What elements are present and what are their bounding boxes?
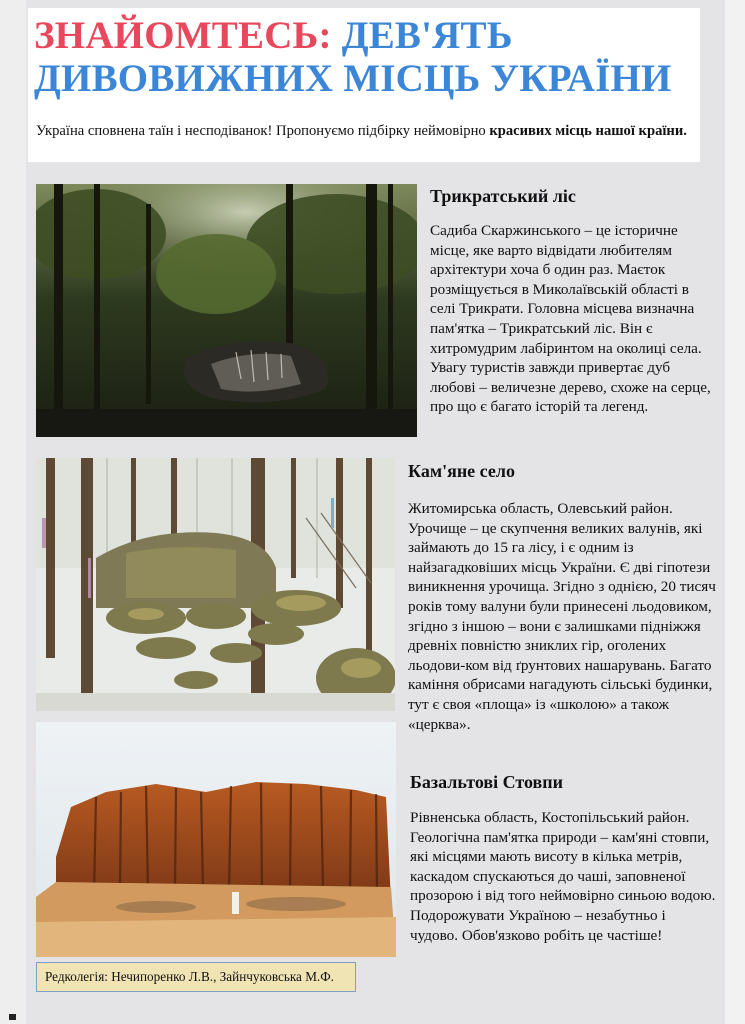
- section-1-text: Садиба Скаржинського – це історичне місце, яке варто відвідати любителям архітектури хоча б один раз. Маєток розміщується в Миколаївській області в селі Трикрати. Головна місцева визначна пам'ятка – Трикратський ліс. Він є хитромудрим лабіринтом на околиці села. Увагу туристів завжди привертає дуб любові – величезне дерево, схоже на серце, про що є багато історій та легенд.: [430, 222, 711, 416]
- intro-bold: красивих місць нашої країни.: [489, 123, 687, 139]
- boulders-photo: [36, 458, 395, 711]
- section-3-text: Рівненська область, Костопільський район. Геологічна пам'ятка природи – кам'яні стовпи, які місцями мають висоту в кілька метрів, каскадом спускаються до чаші, заповненої прозорою і від того неймовірно синьою водою. Подорожувати Україною – незабутньо і чудово. Обов'язково робіть це частіше!: [410, 809, 716, 944]
- scan-margin-right: [725, 0, 745, 1024]
- header: [28, 8, 700, 162]
- intro-paragraph: [36, 122, 696, 141]
- intro-text: Україна сповнена таїн і несподіванок! Пропонуємо підбірку неймовірно: [36, 123, 490, 139]
- section-3-title: Базальтові Стовпи: [410, 772, 563, 792]
- page-title: [34, 14, 672, 100]
- section-1-title: Трикратський ліс: [430, 186, 576, 206]
- editorial-credits: Редколегія: Нечипоренко Л.В., Зайнчуковська М.Ф.: [36, 962, 356, 992]
- scan-margin-left: [0, 0, 26, 1024]
- section-2-text: Житомирська область, Олевський район. Урочище – це скупчення великих валунів, які займають до 15 га лісу, і є одним із найзагадковіших місць України. Є дві гіпотези виникнення урочища. Згідно з однією, 20 тисяч років тому валуни були принесені льодовиком, згідно з іншою – вони є залишками підніжжя древніх повністю зниклих гір, оголених льодови-ком від ґрунтових нашарувань. Багато каміння обрисами нагадують сільські будинки, тут є своя «площа» із «школою» а також «церква».: [408, 500, 716, 733]
- basalt-photo: [36, 722, 396, 957]
- title-red-part: ЗНАЙОМТЕСЬ:: [34, 14, 332, 57]
- scan-mark: [9, 1014, 16, 1020]
- forest-photo: [36, 184, 417, 437]
- title-line-2: ДИВОВИЖНИХ МІСЦЬ УКРАЇНИ: [34, 57, 672, 100]
- section-2-title: Кам'яне село: [408, 461, 515, 481]
- title-blue-part: ДЕВ'ЯТЬ: [341, 14, 513, 57]
